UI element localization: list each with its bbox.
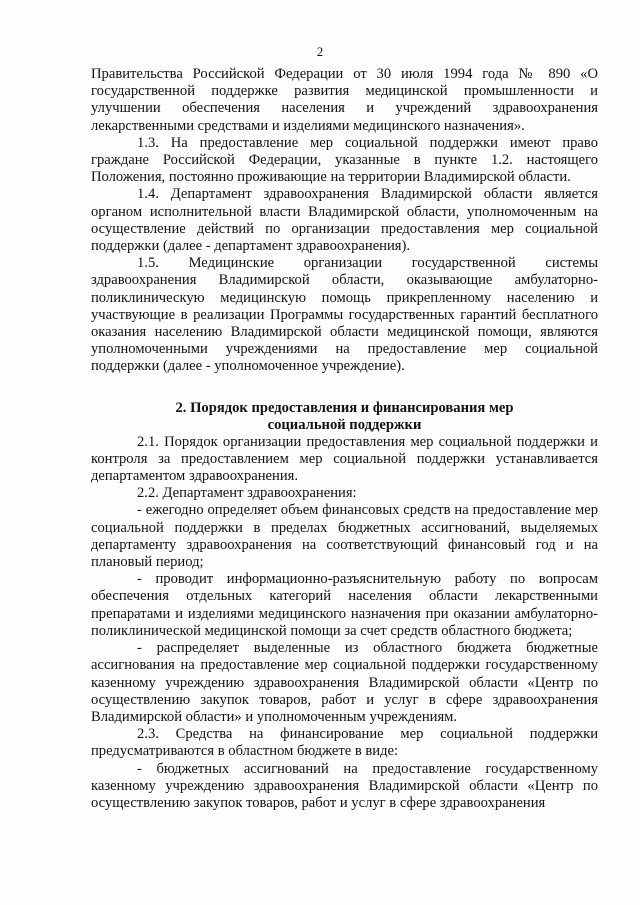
section-heading xyxy=(91,400,598,434)
paragraph-1-3: 1.3. На предоставление мер социальной поддержки имеют право граждане Российской Федерации, указанные в пункте 1.2. настоящего Положения, постоянно проживающие на территории Владимирской области. xyxy=(91,134,598,186)
paragraph-2-2-c: - распределяет выделенные из областного бюджета бюджетные ассигнования на предоставление мер социальной поддержки государственному казенному учреждению здравоохранения Владимирской области «Центр по осуществлению закупок товаров, работ и услуг в сфере здравоохранения Владимирской области» и уполномоченным учреждениям. xyxy=(91,640,598,725)
paragraph-2-3-a: - бюджетных ассигнований на предоставление государственному казенному учреждению здравоохранения Владимирской области «Центр по осуществлению закупок товаров, работ и услуг в сфере здравоохранения xyxy=(91,760,598,811)
paragraph-1-5: 1.5. Медицинские организации государственной системы здравоохранения Владимирской области, оказывающие амбулаторно-поликлиническую медицинскую помощь прикрепленному населению и участвующие в реализации Программы государственных гарантий бесплатного оказания населению Владимирской области медицинской помощи, являются уполномоченными учреждениями на предоставление мер социальной поддержки (далее - уполномоченное учреждение). xyxy=(91,255,598,375)
paragraph-intro: Правительства Российской Федерации от 30 июля 1994 года № 890 «О государственной поддержке развития медицинской промышленности и улучшении обеспечения населения и учреждений здравоохранения лекарственными средствами и изделиями медицинского назначения». xyxy=(91,66,598,134)
paragraph-2-3: 2.3. Средства на финансирование мер социальной поддержки предусматриваются в областном бюджете в виде: xyxy=(91,726,598,760)
paragraph-1-4: 1.4. Департамент здравоохранения Владимирской области является органом исполнительной власти Владимирской области, уполномоченным на осуществление действий по организации предоставления мер социальной поддержки (далее - департамент здравоохранения). xyxy=(91,186,598,255)
paragraph-2-2-b: - проводит информационно-разъяснительную работу по вопросам обеспечения отдельных категорий населения области лекарственными препаратами и изделиями медицинского назначения при оказании амбулаторно-поликлинической медицинской помощи за счет средств областного бюджета; xyxy=(91,571,598,639)
paragraph-2-2-a: - ежегодно определяет объем финансовых средств на предоставление мер социальной поддержки в пределах бюджетных ассигнований, выделяемых департаменту здравоохранения на соответствующий финансовый год и на плановый период; xyxy=(91,502,598,571)
page-number: 2 xyxy=(316,44,324,59)
section-heading-line-1: 2. Порядок предоставления и финансирования мер xyxy=(175,399,514,416)
paragraph-2-2: 2.2. Департамент здравоохранения: xyxy=(137,485,357,502)
document-body xyxy=(91,66,598,812)
section-heading-line-2: социальной поддержки xyxy=(267,416,422,433)
paragraph-2-1: 2.1. Порядок организации предоставления мер социальной поддержки и контроля за предоставлением мер социальной поддержки устанавливается департаментом здравоохранения. xyxy=(91,433,598,485)
